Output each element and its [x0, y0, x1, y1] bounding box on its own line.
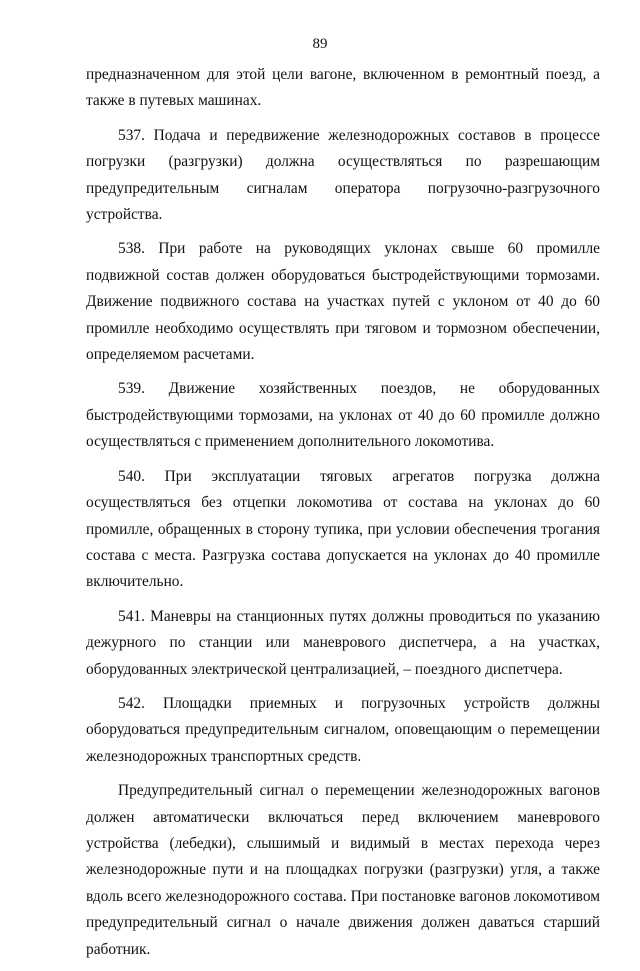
paragraph-538: 538. При работе на руководящих уклонах свыше 60 промилле подвижной состав должен оборудоваться быстродействующими тормозами. Движение подвижного состава на участках путей с уклоном от 40 до 60 промилле необходимо осуществлять при тяговом и тормозном обеспечении, определяемом расчетами.: [86, 240, 600, 364]
page-number: 89: [312, 36, 328, 52]
document-body: [86, 62, 600, 971]
paragraph-540: 540. При эксплуатации тяговых агрегатов погрузка должна осуществляться без отцепки локомотива от состава на уклонах до 60 промилле, обращенных в сторону тупика, при условии обеспечения трогания состава с места. Разгрузка состава допускается на уклонах до 40 промилле включительно.: [86, 467, 600, 591]
paragraph-537: 537. Подача и передвижение железнодорожных составов в процессе погрузки (разгрузки) должна осуществляться по разрешающим предупредительным сигналам оператора погрузочно-разгрузочного устройства.: [86, 126, 600, 224]
paragraph-541: 541. Маневры на станционных путях должны проводиться по указанию дежурного по станции или маневрового диспетчера, а на участках, оборудованных электрической централизацией, – поездного диспетчера.: [86, 607, 600, 678]
paragraph-warning-signal: Предупредительный сигнал о перемещении железнодорожных вагонов должен автоматически включаться перед включением маневрового устройства (лебедки), слышимый и видимый в местах перехода через железнодорожные пути и на площадках погрузки (разгрузки) угля, а также вдоль всего железнодорожного состава. При постановке вагонов локомотивом предупредительный сигнал о начале движения должен даваться старший работник.: [86, 782, 600, 958]
paragraph-539: 539. Движение хозяйственных поездов, не оборудованных быстродействующими тормозами, на уклонах от 40 до 60 промилле должно осуществляться с применением дополнительного локомотива.: [86, 380, 600, 451]
paragraph-continuation: предназначенном для этой цели вагоне, включенном в ремонтный поезд, а также в путевых машинах.: [86, 66, 600, 110]
paragraph-542: 542. Площадки приемных и погрузочных устройств должны оборудоваться предупредительным сигналом, оповещающим о перемещении железнодорожных транспортных средств.: [86, 694, 600, 765]
